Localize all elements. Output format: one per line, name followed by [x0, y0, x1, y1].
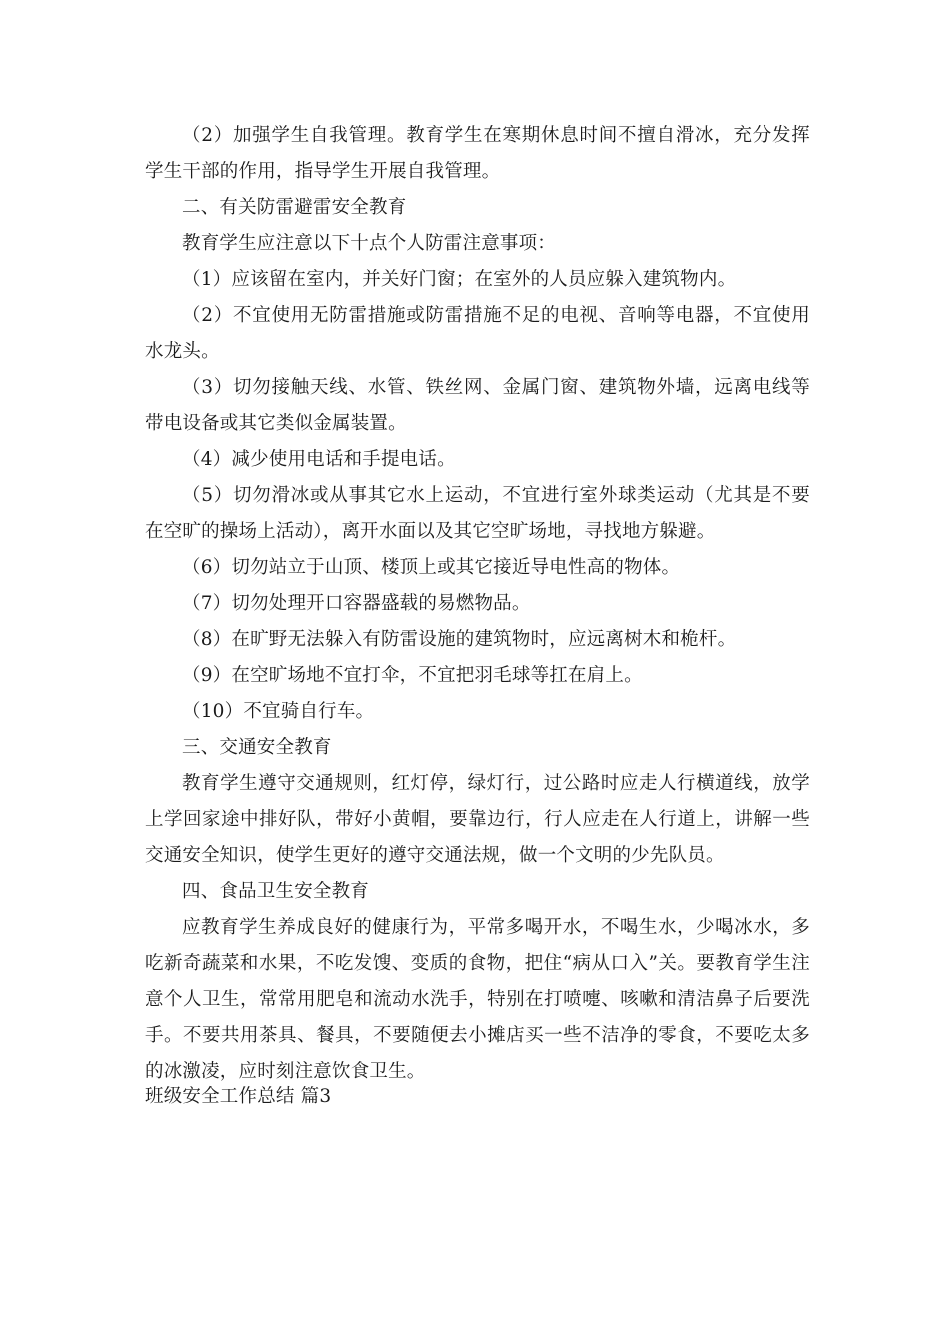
paragraph-self-management: （2）加强学生自我管理。教育学生在寒期休息时间不擅自滑冰，充分发挥学生干部的作用，指导学生开展自我管理。: [145, 125, 810, 182]
list-item-lightning-7: （7）切勿处理开口容器盛载的易燃物品。: [182, 593, 531, 614]
heading-food-safety: 四、食品卫生安全教育: [182, 881, 370, 902]
heading-lightning-safety: 二、有关防雷避雷安全教育: [182, 197, 407, 218]
list-item-lightning-4: （4）减少使用电话和手提电话。: [182, 449, 456, 470]
list-item-lightning-10: （10）不宜骑自行车。: [182, 701, 375, 722]
list-item-lightning-9: （9）在空旷场地不宜打伞，不宜把羽毛球等扛在肩上。: [182, 665, 643, 686]
list-item-lightning-5: （5）切勿滑冰或从事其它水上运动，不宜进行室外球类运动（尤其是不要在空旷的操场上活动），离开水面以及其它空旷场地，寻找地方躲避。: [145, 485, 810, 542]
paragraph-traffic-safety: 教育学生遵守交通规则，红灯停，绿灯行，过公路时应走人行横道线，放学上学回家途中排好队，带好小黄帽，要靠边行，行人应走在人行道上，讲解一些交通安全知识，使学生更好的遵守交通法规，做一个文明的少先队员。: [145, 773, 810, 866]
document-body: [145, 118, 810, 1090]
list-item-lightning-6: （6）切勿站立于山顶、楼顶上或其它接近导电性高的物体。: [182, 557, 681, 578]
paragraph-lightning-intro: 教育学生应注意以下十点个人防雷注意事项：: [182, 233, 557, 254]
list-item-lightning-2: （2）不宜使用无防雷措施或防雷措施不足的电视、音响等电器，不宜使用水龙头。: [145, 305, 810, 362]
list-item-lightning-1: （1）应该留在室内，并关好门窗；在室外的人员应躲入建筑物内。: [182, 269, 737, 290]
paragraph-food-safety: 应教育学生养成良好的健康行为，平常多喝开水，不喝生水，少喝冰水，多吃新奇蔬菜和水果，不吃发馊、变质的食物，把住“病从口入”关。要教育学生注意个人卫生，常常用肥皂和流动水洗手，特别在打喷嚏、咳嗽和清洁鼻子后要洗手。不要共用茶具、餐具，不要随便去小摊店买一些不洁净的零食，不要吃太多的冰激凌，应时刻注意饮食卫生。: [145, 917, 810, 1082]
section-title: 班级安全工作总结 篇3: [145, 1086, 332, 1107]
list-item-lightning-8: （8）在旷野无法躲入有防雷设施的建筑物时，应远离树木和桅杆。: [182, 629, 737, 650]
list-item-lightning-3: （3）切勿接触天线、水管、铁丝网、金属门窗、建筑物外墙，远离电线等带电设备或其它类似金属装置。: [145, 377, 810, 434]
heading-traffic-safety: 三、交通安全教育: [182, 737, 332, 758]
